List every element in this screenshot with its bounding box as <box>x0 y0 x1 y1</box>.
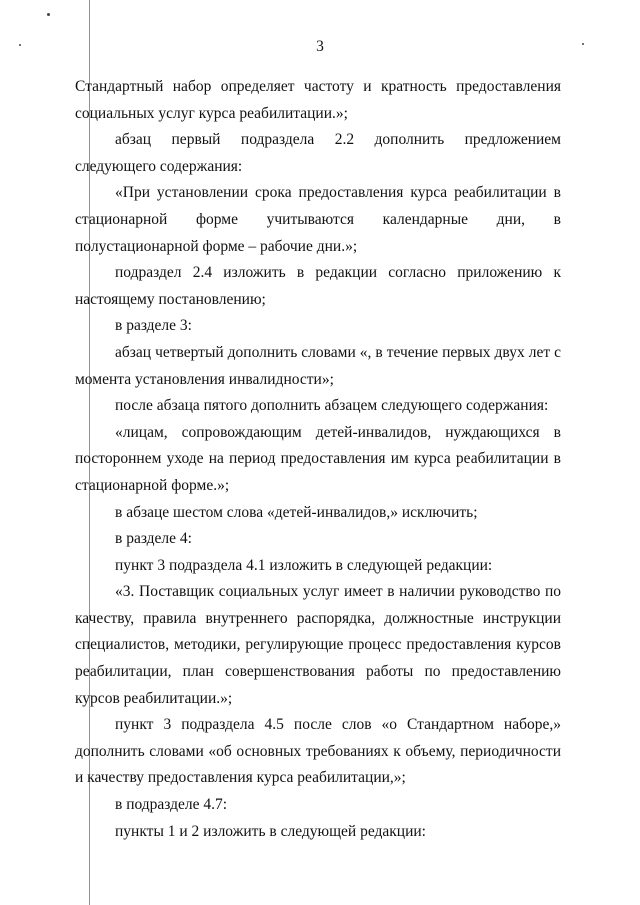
paragraph: Стандартный набор определяет частоту и кратность предоставления социальных услуг курса реабилитации.»; <box>75 78 561 122</box>
paragraph: после абзаца пятого дополнить абзацем следующего содержания: <box>115 397 549 415</box>
paragraph: в разделе 3: <box>115 317 192 335</box>
scan-speck <box>47 13 50 16</box>
paragraph: пункты 1 и 2 изложить в следующей редакции: <box>115 822 426 840</box>
paragraph: в разделе 4: <box>115 530 192 548</box>
paragraph: в абзаце шестом слова «детей-инвалидов,» исключить; <box>115 503 478 521</box>
paragraph: подраздел 2.4 изложить в редакции согласно приложению к настоящему постановлению; <box>75 264 561 308</box>
paragraph: «лицам, сопровождающим детей-инвалидов, нуждающихся в постороннем уходе на период предоставления им курса реабилитации в стационарной форме.»; <box>75 423 561 494</box>
paragraph: абзац четвертый дополнить словами «, в течение первых двух лет с момента установления инвалидности»; <box>75 343 561 388</box>
page-number: 3 <box>316 38 324 55</box>
paragraph: абзац первый подраздела 2.2 дополнить предложением следующего содержания: <box>75 131 561 175</box>
paragraph: пункт 3 подраздела 4.1 изложить в следующей редакции: <box>115 556 493 574</box>
paragraph: «3. Поставщик социальных услуг имеет в наличии руководство по качеству, правила внутреннего распорядка, должностные инструкции специалистов, методики, регулирующие процесс предоставления курсов реабилитации, план совершенствования работы по предоставлению курсов реабилитации.»; <box>75 583 561 707</box>
document-body <box>75 74 561 845</box>
paragraph: пункт 3 подраздела 4.5 после слов «о Стандартном наборе,» дополнить словами «об основных требованиях к объему, периодичности и качеству предоставления курса реабилитации,»; <box>75 716 561 787</box>
paragraph: «При установлении срока предоставления курса реабилитации в стационарной форме учитываются календарные дни, в полустационарной форме – рабочие дни.»; <box>75 184 561 255</box>
paragraph: в подразделе 4.7: <box>115 796 228 814</box>
